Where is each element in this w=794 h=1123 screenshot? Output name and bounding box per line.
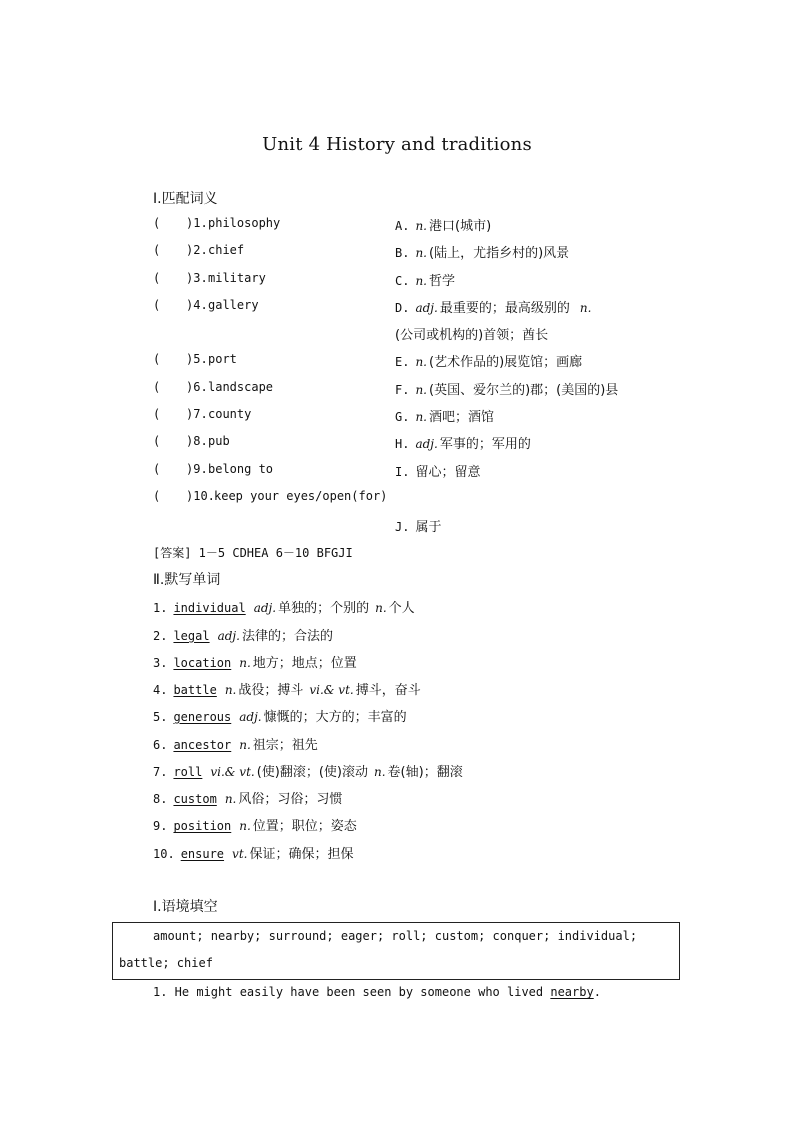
- meaning-text: 卷(轴)；翻滚: [387, 765, 463, 780]
- item-number: 7.: [153, 765, 168, 779]
- definition: [395, 379, 618, 398]
- answer-blank: (: [153, 434, 161, 448]
- answer-blank: (: [153, 243, 161, 257]
- item-term: keep your eyes/open(for): [214, 489, 388, 503]
- item-number: )6.: [186, 380, 208, 394]
- item-number: )8.: [186, 434, 208, 448]
- item-number: )9.: [186, 462, 208, 476]
- sentence-text: 1. He might easily have been seen by someone who lived: [153, 985, 551, 999]
- definition: [395, 461, 480, 480]
- dictation-item: [153, 788, 342, 807]
- item-number: 9.: [153, 819, 168, 833]
- item-number: 2.: [153, 629, 168, 643]
- part-of-speech: adj.: [239, 710, 262, 724]
- answer-word: battle: [173, 683, 217, 697]
- definition-letter: E.: [395, 355, 410, 369]
- answer-blank: (: [153, 298, 161, 312]
- item-number: 8.: [153, 792, 168, 806]
- word-bank-box: amount; nearby; surround; eager; roll; custom; conquer; individual; battle; chief: [112, 922, 680, 980]
- item-number: )2.: [186, 243, 208, 257]
- section-heading-matching: Ⅰ.匹配词义: [153, 191, 218, 207]
- meaning-text: 位置；职位；姿态: [252, 819, 357, 834]
- item-number: )4.: [186, 298, 208, 312]
- definition-text: (艺术作品的)展览馆；画廊: [429, 355, 583, 370]
- dictation-item: [153, 652, 357, 671]
- section-heading-context-fill: Ⅰ.语境填空: [153, 899, 218, 915]
- definition: [395, 270, 455, 289]
- meaning-text: 战役；搏斗: [238, 683, 304, 698]
- item-term: landscape: [208, 380, 274, 394]
- part-of-speech: n.: [415, 410, 427, 424]
- part-of-speech: adj.: [217, 629, 240, 643]
- item-number: 3.: [153, 656, 168, 670]
- item-number: )1.: [186, 216, 208, 230]
- meaning-text: 个人: [388, 601, 415, 616]
- definition-letter: J.: [395, 520, 410, 534]
- section-heading-dictation: Ⅱ.默写单词: [153, 572, 221, 588]
- part-of-speech: n.: [375, 601, 387, 615]
- answer-word: nearby: [550, 985, 594, 999]
- meaning-text: 地方；地点；位置: [252, 656, 357, 671]
- definition-letter: A.: [395, 219, 410, 233]
- part-of-speech: n.: [415, 219, 427, 233]
- item-number: 1.: [153, 601, 168, 615]
- definition: [395, 242, 569, 261]
- item-number: )3.: [186, 271, 208, 285]
- answer-word: position: [173, 819, 232, 833]
- answer-blank: (: [153, 352, 161, 366]
- definition-text: 留心；留意: [415, 465, 481, 480]
- answer-blank: (: [153, 407, 161, 421]
- definition-text: 军事的；军用的: [439, 437, 531, 452]
- meaning-text: 风俗；习俗；习惯: [238, 792, 343, 807]
- item-number: )10.: [186, 489, 215, 503]
- answer-word: location: [173, 656, 232, 670]
- definition-text: 最重要的；最高级别的: [439, 301, 570, 316]
- dictation-item: [153, 706, 407, 725]
- definition-letter: G.: [395, 410, 410, 424]
- part-of-speech: adj.: [415, 437, 438, 451]
- meaning-text: 祖宗；祖先: [252, 738, 318, 753]
- part-of-speech: vi.& vt.: [309, 683, 354, 697]
- part-of-speech: n.: [579, 301, 592, 315]
- item-number: 6.: [153, 738, 168, 752]
- definition-letter: H.: [395, 437, 410, 451]
- item-term: port: [208, 352, 237, 366]
- item-number: 4.: [153, 683, 168, 697]
- item-term: gallery: [208, 298, 259, 312]
- answer-word: custom: [173, 792, 217, 806]
- answer-key: [答案] 1－5 CDHEA 6－10 BFGJI: [153, 546, 353, 560]
- answer-word: legal: [173, 629, 210, 643]
- meaning-text: 法律的；合法的: [241, 629, 333, 644]
- definition-letter: C.: [395, 274, 410, 288]
- part-of-speech: adj.: [253, 601, 277, 615]
- definition-text: 酒吧；酒馆: [429, 410, 495, 425]
- item-term: county: [208, 407, 252, 421]
- dictation-item: [153, 625, 333, 644]
- part-of-speech: vi.& vt.: [210, 765, 255, 779]
- dictation-item: [153, 815, 357, 834]
- dictation-item: [153, 734, 318, 753]
- meaning-text: 单独的；个别的: [278, 601, 370, 616]
- part-of-speech: n.: [224, 683, 237, 697]
- part-of-speech: n.: [415, 383, 427, 397]
- definition-letter: B.: [395, 246, 410, 260]
- definition-text: 港口(城市): [429, 219, 492, 234]
- part-of-speech: n.: [239, 656, 251, 670]
- part-of-speech: n.: [415, 355, 427, 369]
- answer-word: generous: [173, 710, 232, 724]
- definition-continuation: (公司或机构的)首领；酋长: [395, 328, 549, 343]
- answer-word: individual: [173, 601, 246, 615]
- part-of-speech: n.: [239, 738, 251, 752]
- page-title: Unit 4 History and traditions: [262, 134, 532, 155]
- item-term: chief: [208, 243, 245, 257]
- item-term: military: [208, 271, 266, 285]
- item-term: philosophy: [208, 216, 281, 230]
- answer-blank: (: [153, 271, 161, 285]
- item-number: 5.: [153, 710, 168, 724]
- dictation-item: [153, 597, 415, 616]
- definition: [395, 215, 491, 234]
- meaning-text: 慷慨的；大方的；丰富的: [263, 710, 407, 725]
- part-of-speech: n.: [415, 274, 427, 288]
- definition: [395, 351, 582, 370]
- part-of-speech: n.: [224, 792, 237, 806]
- definition-text: (英国、爱尔兰的)郡；(美国的)县: [429, 383, 619, 398]
- item-number: )5.: [186, 352, 208, 366]
- sentence-end: .: [593, 985, 601, 999]
- definition-letter: D.: [395, 301, 410, 315]
- answer-word: ancestor: [173, 738, 232, 752]
- item-term: belong to: [208, 462, 274, 476]
- definition: [395, 433, 531, 452]
- answer-blank: (: [153, 216, 161, 230]
- dictation-item: [153, 761, 463, 780]
- definition-text: 哲学: [429, 274, 456, 289]
- part-of-speech: adj.: [415, 301, 438, 315]
- item-number: 10.: [153, 847, 175, 861]
- dictation-item: [153, 679, 421, 698]
- part-of-speech: n.: [239, 819, 251, 833]
- definition-text: (陆上，尤指乡村的)风景: [429, 246, 570, 261]
- answer-blank: (: [153, 462, 161, 476]
- answer-blank: (: [153, 380, 161, 394]
- definition: [395, 406, 494, 425]
- part-of-speech: n.: [415, 246, 427, 260]
- definition: [395, 516, 441, 535]
- answer-word: roll: [173, 765, 203, 779]
- meaning-text: 保证；确保；担保: [249, 847, 354, 862]
- item-number: )7.: [186, 407, 208, 421]
- part-of-speech: n.: [374, 765, 386, 779]
- dictation-item: [153, 843, 353, 862]
- item-term: pub: [208, 434, 230, 448]
- meaning-text: (使)翻滚；(使)滚动: [256, 765, 368, 780]
- definition-text: 属于: [415, 520, 442, 535]
- answer-word: ensure: [180, 847, 225, 861]
- part-of-speech: vt.: [232, 847, 248, 861]
- definition-letter: I.: [395, 465, 410, 479]
- answer-blank: (: [153, 489, 161, 503]
- meaning-text: 搏斗，奋斗: [355, 683, 421, 698]
- definition-letter: F.: [395, 383, 410, 397]
- sentence-item: [153, 985, 601, 999]
- definition: [395, 297, 593, 316]
